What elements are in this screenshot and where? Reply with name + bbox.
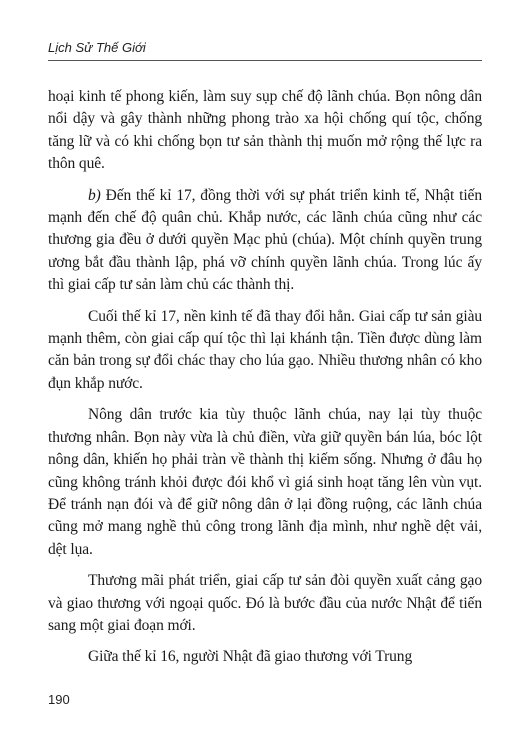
- paragraph-5: [48, 570, 482, 637]
- list-marker: b): [88, 186, 101, 204]
- body-text: [48, 86, 482, 675]
- paragraph-text: Nông dân trước kia tùy thuộc lãnh chúa, nay lại tùy thuộc thương nhân. Bọn này vừa là chủ điền, vừa giữ quyền bán lúa, bóc lột nông dân, khiến họ phải tràn về thành thị kiếm sống. Nhưng ở đâu họ cũng không tránh khỏi được đói khổ vì giá sinh hoạt tăng lên vùn vụt. Để tránh nạn đói và để giữ nông dân ở lại đồng ruộng, các lãnh chúa cũng mở mang nghề thủ công trong lãnh địa mình, như nghề dệt vải, dệt lụa.: [48, 406, 482, 558]
- paragraph-2: [48, 185, 482, 297]
- paragraph-text: Giữa thế kỉ 16, người Nhật đã giao thương với Trung: [88, 648, 413, 666]
- paragraph-text: Đến thế kỉ 17, đồng thời với sự phát triển kinh tế, Nhật tiến mạnh đến chế độ quân chủ. Khắp nước, các lãnh chúa cũng như các thương gia đều ở dưới quyền Mạc phủ (chúa). Một chính quyền trung ương bắt đầu thành lập, phá vỡ chính quyền lãnh chúa. Trong lúc ấy thì giai cấp tư sản làm chủ các thành thị.: [48, 186, 482, 294]
- paragraph-text: Thương mãi phát triển, giai cấp tư sản đòi quyền xuất cảng gạo và giao thương với ngoại quốc. Đó là bước đầu của nước Nhật để tiến sang một giai đoạn mới.: [48, 572, 482, 634]
- paragraph-4: [48, 404, 482, 561]
- running-header: Lịch Sử Thế Giới: [48, 40, 146, 55]
- header-rule: [48, 60, 482, 61]
- paragraph-1: [48, 86, 482, 176]
- paragraph-6: [48, 646, 482, 668]
- paragraph-text: Cuối thế kỉ 17, nền kinh tế đã thay đổi hẳn. Giai cấp tư sản giàu mạnh thêm, còn giai cấp quí tộc thì lại khánh tận. Tiền được dùng làm căn bản trong sự đổi chác thay cho lúa gạo. Nhiều thương nhân có kho đụn khắp nước.: [48, 307, 482, 392]
- paragraph-text: hoại kinh tế phong kiến, làm suy sụp chế độ lãnh chúa. Bọn nông dân nổi dậy và gây thành những phong trào xa hội chống quí tộc, chống tăng lữ và có khi chống bọn tư sản thành thị muốn mở rộng thế lực ra thôn quê.: [48, 88, 482, 173]
- paragraph-3: [48, 306, 482, 396]
- page-number: 190: [48, 692, 70, 707]
